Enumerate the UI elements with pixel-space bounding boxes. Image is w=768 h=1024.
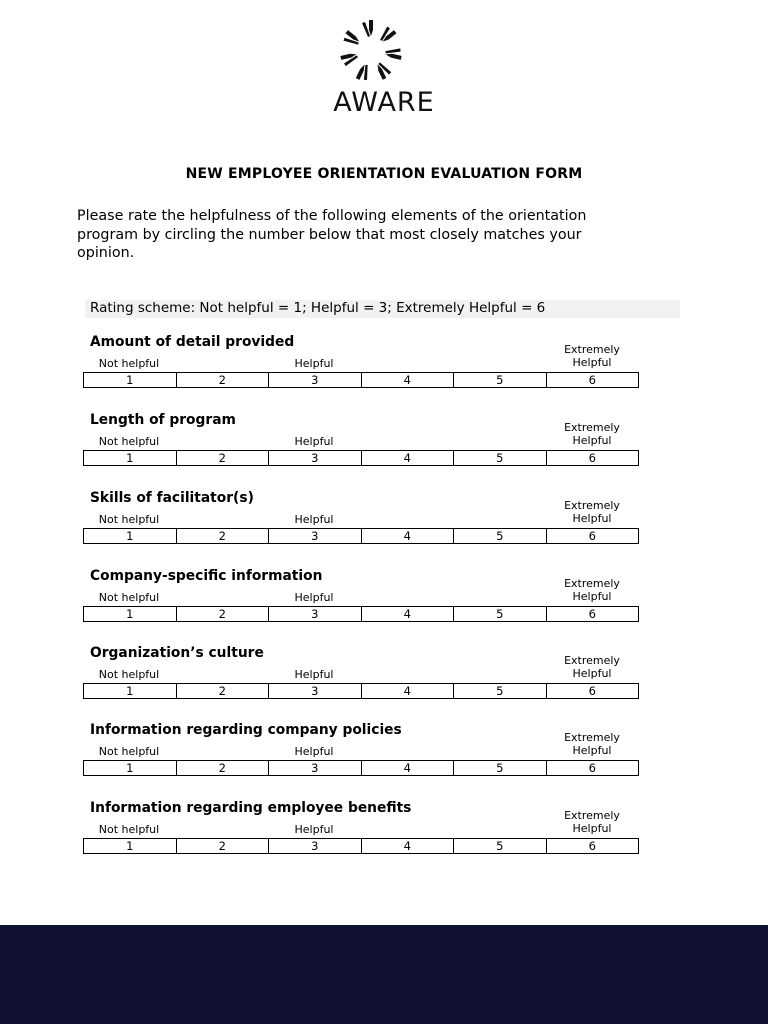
rating-option-3[interactable]: 3 — [268, 839, 361, 853]
question-section-3 — [83, 490, 639, 560]
anchor-helpful: Helpful — [294, 591, 334, 604]
rating-option-3[interactable]: 3 — [268, 761, 361, 775]
anchor-helpful-2: Helpful — [572, 744, 612, 757]
rating-scale — [83, 528, 639, 544]
anchor-not-helpful: Not helpful — [98, 357, 160, 370]
anchor-helpful-2: Helpful — [572, 434, 612, 447]
rating-option-4[interactable]: 4 — [361, 684, 454, 698]
rating-scheme-note: Rating scheme: Not helpful = 1; Helpful = 3; Extremely Helpful = 6 — [85, 300, 680, 318]
anchor-extremely: Extremely — [564, 731, 620, 744]
question-section-7 — [83, 800, 639, 870]
anchor-not-helpful: Not helpful — [98, 435, 160, 448]
anchor-extremely-helpful — [546, 499, 638, 525]
anchor-not-helpful: Not helpful — [98, 668, 160, 681]
rating-option-4[interactable]: 4 — [361, 451, 454, 465]
rating-option-4[interactable]: 4 — [361, 761, 454, 775]
rating-option-1[interactable]: 1 — [126, 451, 134, 465]
question-section-4 — [83, 568, 639, 638]
anchor-extremely-helpful — [546, 577, 638, 603]
anchor-extremely: Extremely — [564, 499, 620, 512]
rating-option-3[interactable]: 3 — [268, 451, 361, 465]
rating-option-1[interactable]: 1 — [126, 684, 134, 698]
rating-option-6[interactable]: 6 — [546, 529, 639, 543]
footer-band — [0, 925, 768, 1024]
anchor-extremely: Extremely — [564, 809, 620, 822]
rating-scale — [83, 683, 639, 699]
anchor-not-helpful: Not helpful — [98, 513, 160, 526]
rating-option-5[interactable]: 5 — [453, 761, 546, 775]
anchor-extremely: Extremely — [564, 577, 620, 590]
question-title: Information regarding company policies — [90, 722, 402, 738]
rating-option-6[interactable]: 6 — [546, 684, 639, 698]
star-logo-icon — [338, 18, 404, 84]
question-title: Length of program — [90, 412, 236, 428]
rating-option-1[interactable]: 1 — [126, 529, 134, 543]
question-section-5 — [83, 645, 639, 715]
rating-option-4[interactable]: 4 — [361, 373, 454, 387]
rating-option-5[interactable]: 5 — [453, 607, 546, 621]
rating-option-3[interactable]: 3 — [268, 607, 361, 621]
rating-option-5[interactable]: 5 — [453, 451, 546, 465]
rating-scale — [83, 450, 639, 466]
rating-scale — [83, 372, 639, 388]
rating-option-4[interactable]: 4 — [361, 839, 454, 853]
rating-option-2[interactable]: 2 — [176, 451, 269, 465]
anchor-not-helpful: Not helpful — [98, 591, 160, 604]
anchor-not-helpful: Not helpful — [98, 823, 160, 836]
question-title: Organization’s culture — [90, 645, 264, 661]
form-instructions: Please rate the helpfulness of the following elements of the orientation program by circling the number below that most closely matches your opinion. — [77, 208, 587, 261]
anchor-not-helpful: Not helpful — [98, 745, 160, 758]
rating-scale — [83, 838, 639, 854]
anchor-helpful: Helpful — [294, 823, 334, 836]
anchor-extremely-helpful — [546, 654, 638, 680]
rating-option-1[interactable]: 1 — [126, 761, 134, 775]
rating-option-1[interactable]: 1 — [126, 373, 134, 387]
rating-option-6[interactable]: 6 — [546, 373, 639, 387]
anchor-helpful-2: Helpful — [572, 590, 612, 603]
rating-option-5[interactable]: 5 — [453, 839, 546, 853]
question-title: Skills of facilitator(s) — [90, 490, 254, 506]
rating-option-4[interactable]: 4 — [361, 529, 454, 543]
anchor-helpful-2: Helpful — [572, 356, 612, 369]
question-section-6 — [83, 722, 639, 792]
anchor-helpful: Helpful — [294, 357, 334, 370]
anchor-helpful-2: Helpful — [572, 667, 612, 680]
rating-option-5[interactable]: 5 — [453, 684, 546, 698]
rating-option-2[interactable]: 2 — [176, 684, 269, 698]
rating-option-2[interactable]: 2 — [176, 373, 269, 387]
rating-option-2[interactable]: 2 — [176, 761, 269, 775]
rating-option-1[interactable]: 1 — [126, 607, 134, 621]
anchor-extremely: Extremely — [564, 654, 620, 667]
rating-option-3[interactable]: 3 — [268, 373, 361, 387]
aware-logo — [314, 18, 428, 84]
question-title: Information regarding employee benefits — [90, 800, 412, 816]
anchor-extremely-helpful — [546, 421, 638, 447]
anchor-helpful-2: Helpful — [572, 822, 612, 835]
anchor-helpful: Helpful — [294, 745, 334, 758]
anchor-helpful: Helpful — [294, 668, 334, 681]
rating-option-5[interactable]: 5 — [453, 529, 546, 543]
rating-option-6[interactable]: 6 — [546, 451, 639, 465]
rating-option-6[interactable]: 6 — [546, 761, 639, 775]
rating-option-2[interactable]: 2 — [176, 839, 269, 853]
anchor-extremely-helpful — [546, 809, 638, 835]
rating-option-4[interactable]: 4 — [361, 607, 454, 621]
anchor-helpful-2: Helpful — [572, 512, 612, 525]
form-title: NEW EMPLOYEE ORIENTATION EVALUATION FORM — [185, 166, 583, 182]
anchor-extremely-helpful — [546, 731, 638, 757]
anchor-extremely: Extremely — [564, 421, 620, 434]
rating-scale — [83, 760, 639, 776]
rating-scale — [83, 606, 639, 622]
question-section-2 — [83, 412, 639, 482]
rating-option-5[interactable]: 5 — [453, 373, 546, 387]
anchor-extremely: Extremely — [564, 343, 620, 356]
question-title: Amount of detail provided — [90, 334, 295, 350]
rating-option-6[interactable]: 6 — [546, 607, 639, 621]
anchor-extremely-helpful — [546, 343, 638, 369]
rating-option-3[interactable]: 3 — [268, 684, 361, 698]
question-section-1 — [83, 334, 639, 404]
anchor-helpful: Helpful — [294, 513, 334, 526]
rating-option-1[interactable]: 1 — [126, 839, 134, 853]
question-title: Company-specific information — [90, 568, 323, 584]
rating-option-3[interactable]: 3 — [268, 529, 361, 543]
rating-option-6[interactable]: 6 — [546, 839, 639, 853]
rating-option-2[interactable]: 2 — [176, 607, 269, 621]
rating-option-2[interactable]: 2 — [176, 529, 269, 543]
anchor-helpful: Helpful — [294, 435, 334, 448]
brand-name: AWARE — [333, 87, 435, 118]
